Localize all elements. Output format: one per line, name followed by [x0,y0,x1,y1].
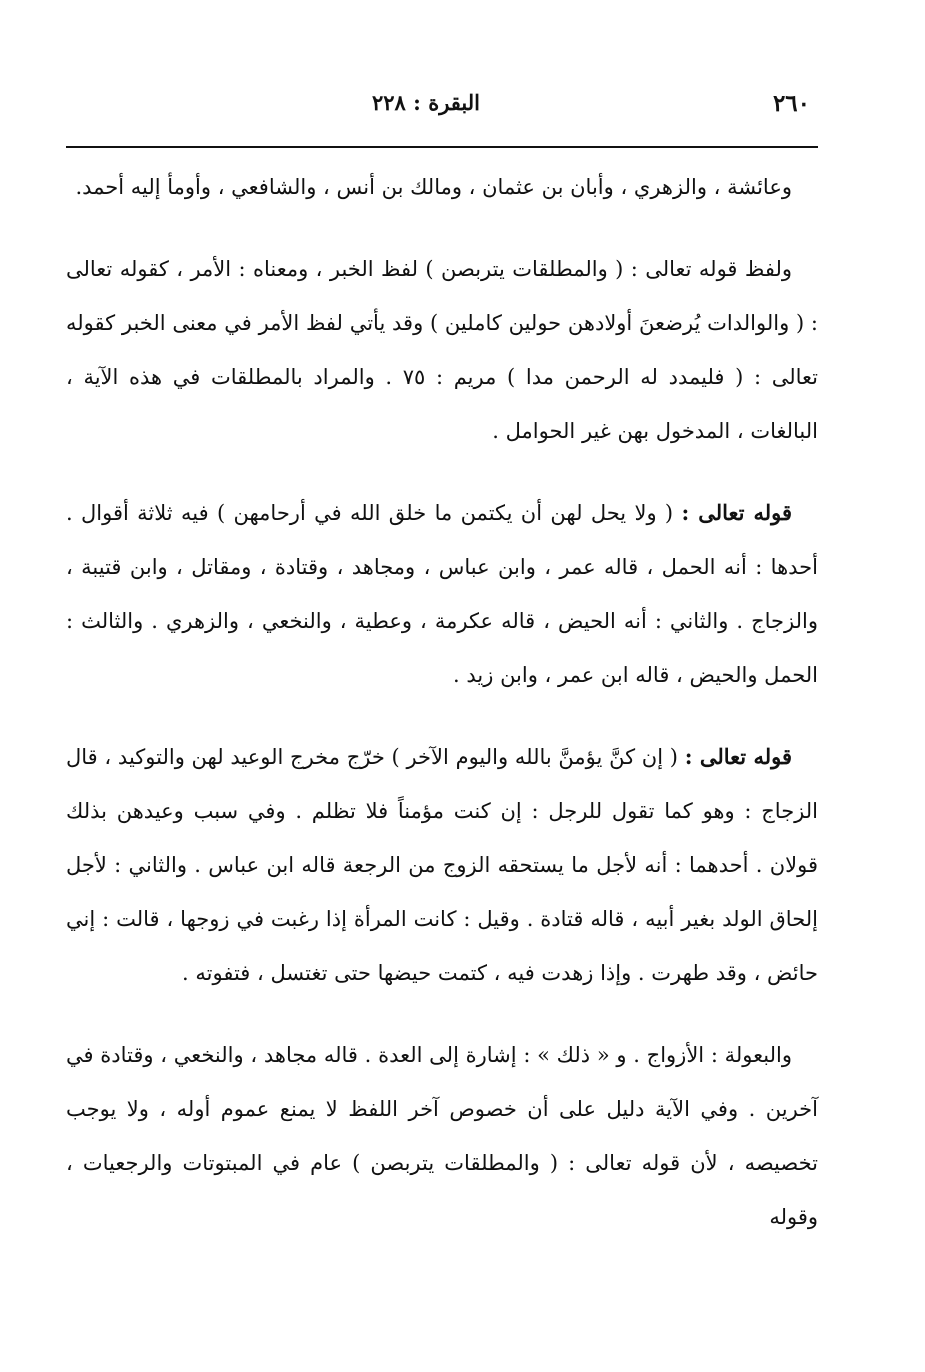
paragraph-text: ولفظ قوله تعالى : ( والمطلقات يتربصن ) لفظ الخبر ، ومعناه : الأمر ، كقوله تعالى : ( والوالدات يُرضعنَ أولادهن حولين كاملين ) وقد يأتي لفظ الأمر في معنى الخبر كقوله تعالى : ( فليمدد له الرحمن مدا ) مريم : ٧٥ . والمراد بالمطلقات في هذه الآية ، البالغات ، المدخول بهن غير الحوامل . [66,257,818,443]
paragraph [66,160,818,214]
body-text [66,160,818,1272]
paragraph [66,242,818,458]
paragraph-text: ( ولا يحل لهن أن يكتمن ما خلق الله في أرحامهن ) فيه ثلاثة أقوال . أحدها : أنه الحمل ، قاله عمر ، وابن عباس ، ومجاهد ، وقتادة ، ومقاتل ، وابن قتيبة ، والزجاج . والثاني : أنه الحيض ، قاله عكرمة ، وعطية ، والنخعي ، والزهري . والثالث : الحمل والحيض ، قاله ابن عمر ، وابن زيد . [66,501,818,687]
page-header [66,88,820,128]
header-rule [66,146,818,148]
paragraph [66,1028,818,1244]
paragraph-lead: قوله تعالى : [684,744,792,769]
paragraph-text: ( إن كنَّ يؤمنَّ بالله واليوم الآخر ) خرّج مخرج الوعيد لهن والتوكيد ، قال الزجاج : وهو كما تقول للرجل : إن كنت مؤمناً فلا تظلم . وفي سبب وعيدهن بذلك قولان . أحدهما : أنه لأجل ما يستحقه الزوج من الرجعة قاله ابن عباس . والثاني : لأجل إلحاق الولد بغير أبيه ، قاله قتادة . وقيل : كانت المرأة إذا رغبت في زوجها ، قالت : إني حائض ، وقد طهرت . وإذا زهدت فيه ، كتمت حيضها حتى تغتسل ، فتفوته . [66,745,818,985]
running-title: البقرة : ٢٢٨ [372,90,480,115]
paragraph-text: وعائشة ، والزهري ، وأبان بن عثمان ، ومالك بن أنس ، والشافعي ، وأومأ إليه أحمد. [75,175,792,199]
paragraph-lead: قوله تعالى : [681,500,792,525]
paragraph-text: والبعولة : الأزواج . و « ذلك » : إشارة إلى العدة . قاله مجاهد ، والنخعي ، وقتادة في آخرين . وفي الآية دليل على أن خصوص آخر اللفظ لا يمنع عموم أوله ، ولا يوجب تخصيصه ، لأن قوله تعالى : ( والمطلقات يتربصن ) عام في المبتوتات والرجعيات ، وقوله [66,1043,818,1229]
page-number: ٢٦٠ [772,90,810,117]
paragraph [66,486,818,702]
paragraph [66,730,818,1000]
